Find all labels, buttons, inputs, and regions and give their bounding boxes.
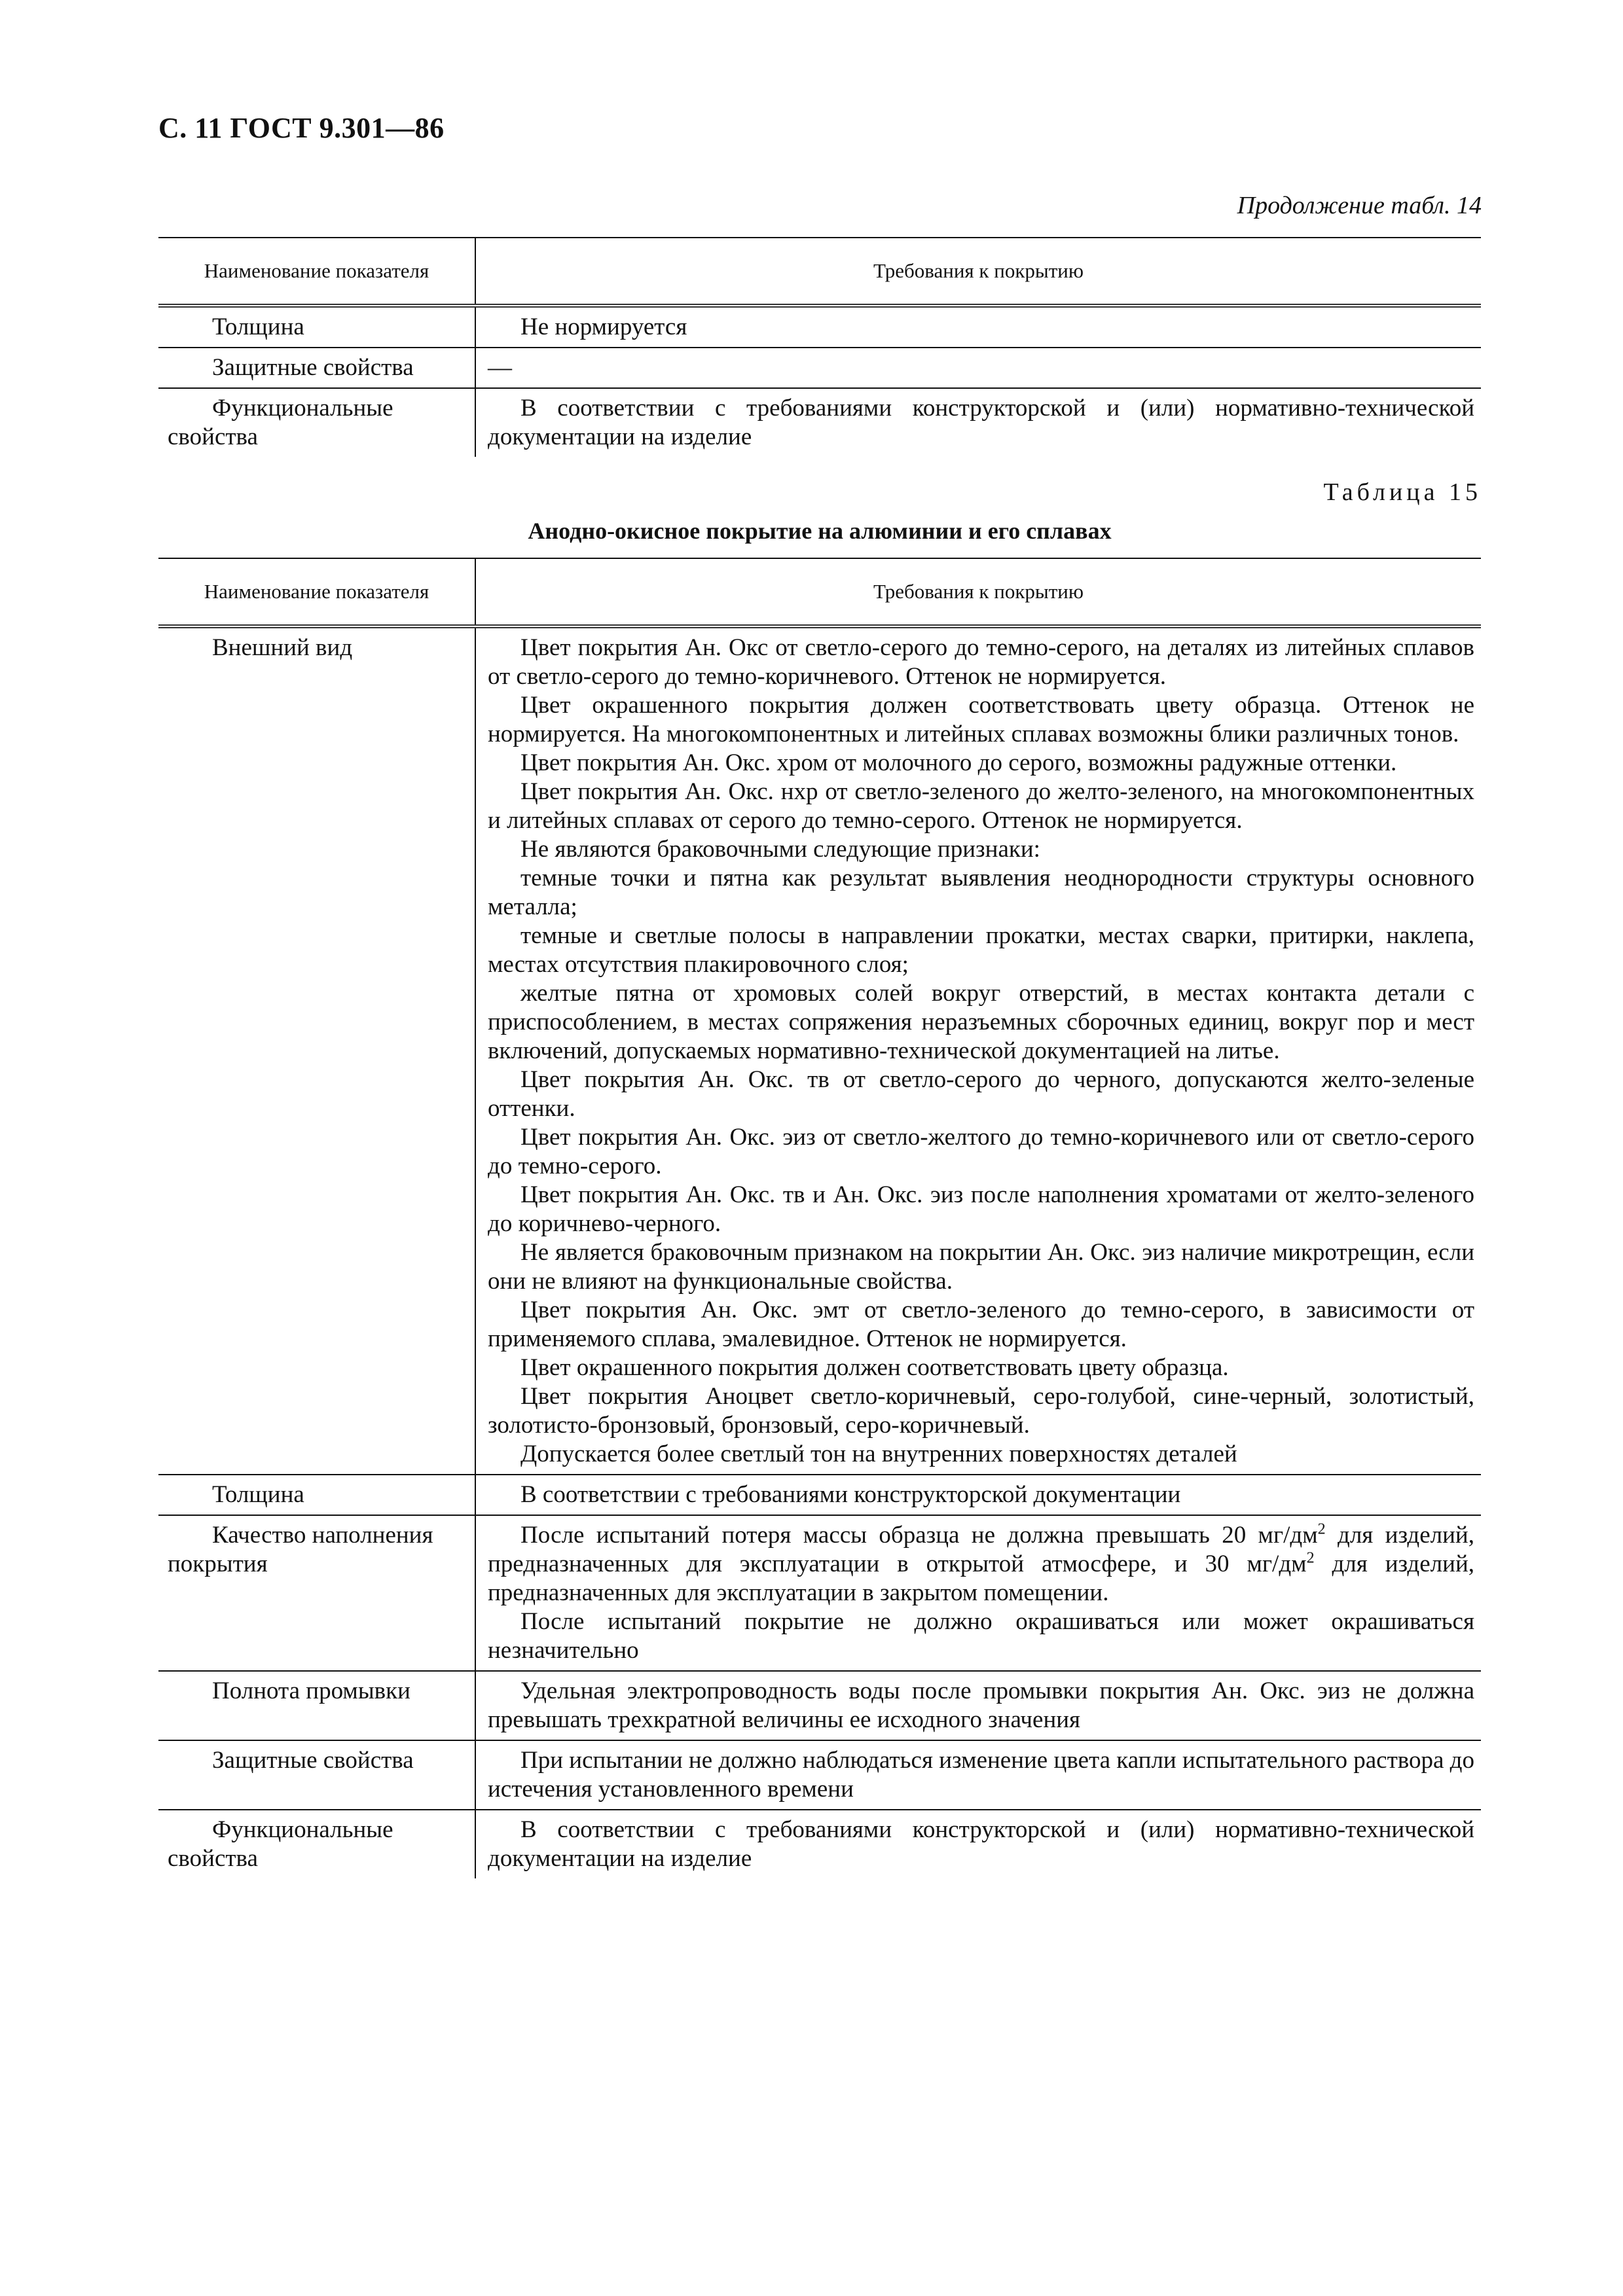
continuation-caption: Продолжение табл. 14	[1237, 192, 1482, 219]
row-name: Внешний вид	[158, 626, 475, 1475]
row-requirement: В соответствии с требованиями конструкторской и (или) нормативно-технической документации на изделие	[488, 1816, 1474, 1872]
row-requirement: Не нормируется	[475, 306, 1481, 348]
row-requirement: —	[475, 348, 1481, 388]
table-row	[158, 306, 1481, 348]
table-row	[158, 1515, 1481, 1671]
table-header-row	[158, 558, 1481, 626]
row-requirement: В соответствии с требованиями конструкторской и (или) нормативно-технической документации на изделие	[488, 395, 1474, 450]
row-requirement: Цвет покрытия Ан. Окс от светло-серого до темно-серого, на деталях из литейных сплавов от светло-серого до темно-коричневого. Оттенок не нормируется. Цвет окрашенного покрытия должен соответствовать цвету образца. Оттенок не нормируется. На многокомпонентных и литейных сплавах возможны блики различных тонов. Цвет покрытия Ан. Окс. хром от молочного до серого, возможны радужные оттенки. Цвет покрытия Ан. Окс. нхр от светло-зеленого до желто-зеленого, на многокомпонентных и литейных сплавах от серого до темно-серого. Оттенок не нормируется. Не являются браковочными следующие признаки: темные точки и пятна как результат выявления неоднородности структуры основного металла; темные и светлые полосы в направлении прокатки, местах сварки, притирки, наклепа, местах отсутствия плакировочного слоя; желтые пятна от хромовых солей вокруг отверстий, в местах контакта детали с приспособлением, в местах сопряжения неразъемных сборочных единиц, вокруг пор и мест включений, допускаемых нормативно-технической документацией на литье. Цвет покрытия Ан. Окс. тв от светло-серого до черного, допускаются желто-зеленые оттенки. Цвет покрытия Ан. Окс. эиз от светло-желтого до темно-коричневого или от светло-серого до темно-серого. Цвет покрытия Ан. Окс. тв и Ан. Окс. эиз после наполнения хроматами от желто-зеленого до коричнево-черного. Не является браковочным признаком на покрытии Ан. Окс. эиз наличие микротрещин, если они не влияют на функциональные свойства. Цвет покрытия Ан. Окс. эмт от светло-зеленого до темно-серого, в зависимости от применяемого сплава, эмалевидное. Оттенок не нормируется. Цвет окрашенного покрытия должен соответствовать цвету образца. Цвет покрытия Аноцвет светло-коричневый, серо-голубой, сине-черный, золотистый, золотисто-бронзовый, бронзовый, серо-коричневый. Допускается более светлый тон на внутренних поверхностях деталей	[475, 626, 1481, 1475]
row-name: Функциональные свойства	[158, 388, 475, 457]
column-header-requirements: Требования к покрытию	[475, 238, 1481, 306]
row-requirement: Удельная электропроводность воды после промывки покрытия Ан. Окс. эиз не должна превышать трехкратной величины ее исходного значения	[475, 1671, 1481, 1740]
table-row	[158, 1671, 1481, 1740]
table-row	[158, 1740, 1481, 1810]
page-header: С. 11 ГОСТ 9.301—86	[158, 112, 445, 144]
table-row	[158, 1810, 1481, 1878]
column-header-name: Наименование показателя	[158, 238, 475, 306]
row-name: Защитные свойства	[158, 1740, 475, 1810]
table-15	[158, 558, 1481, 1878]
row-name: Защитные свойства	[158, 348, 475, 388]
table-title: Анодно-окисное покрытие на алюминии и его сплавах	[528, 518, 1112, 544]
table-header-row	[158, 238, 1481, 306]
column-header-name: Наименование показателя	[158, 558, 475, 626]
table-14	[158, 237, 1481, 457]
row-requirement: В соответствии с требованиями конструкторской документации	[475, 1475, 1481, 1515]
row-name: Функциональные свойства	[158, 1810, 475, 1878]
row-requirement: После испытаний потеря массы образца не должна превышать 20 $мг/дм^2$ для изделий, предназначенных для эксплуатации в открытой атмосфере, и 30 $мг/дм^2$ для изделий, предназначенных для эксплуатации в закрытом помещении. После испытаний покрытие не должно окрашиваться или может окрашиваться незначительно	[475, 1515, 1481, 1671]
row-requirement: При испытании не должно наблюдаться изменение цвета капли испытательного раствора до истечения установленного времени	[475, 1740, 1481, 1810]
row-name: Полнота промывки	[158, 1671, 475, 1740]
table-row	[158, 348, 1481, 388]
row-name: Толщина	[158, 1475, 475, 1515]
table-row	[158, 626, 1481, 1475]
table-row	[158, 388, 1481, 457]
row-name: Толщина	[158, 306, 475, 348]
table-number: Таблица 15	[1323, 478, 1482, 506]
column-header-requirements: Требования к покрытию	[475, 558, 1481, 626]
row-name: Качество наполнения покрытия	[158, 1515, 475, 1671]
table-row	[158, 1475, 1481, 1515]
